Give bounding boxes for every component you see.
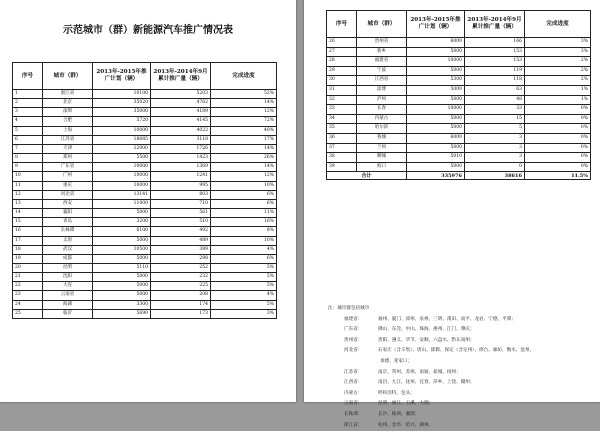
row-index: 6	[13, 135, 43, 144]
row-city: 广州	[43, 172, 93, 181]
row-city: 江西省	[357, 76, 407, 86]
row-index: 9	[13, 163, 43, 172]
table-row	[13, 108, 277, 117]
row-index: 4	[13, 117, 43, 126]
row-plan: 5000	[93, 209, 151, 218]
row-plan: 10500	[93, 245, 151, 254]
row-promoted: 710	[151, 199, 211, 208]
row-progress: 5%	[211, 282, 277, 291]
row-progress: 2%	[525, 57, 591, 67]
row-progress: 0%	[525, 124, 591, 134]
note-cities: 福州、厦门、漳州、泉州、三明、莆田、南平、龙岩、宁德、平潭；	[378, 316, 516, 322]
row-index: 15	[13, 218, 43, 227]
row-city: 临沂	[43, 309, 93, 318]
row-promoted: 153	[465, 57, 525, 67]
row-index: 7	[13, 144, 43, 153]
row-promoted: 63	[465, 85, 525, 95]
note-group-name: 云南省：	[344, 401, 363, 407]
note-group-name: 河北省：	[344, 348, 363, 354]
row-progress: 8%	[211, 227, 277, 236]
header-progress: 完成进度	[211, 63, 277, 90]
row-promoted: 48	[465, 95, 525, 105]
table-row	[13, 273, 277, 282]
note-group-name: 江苏省：	[344, 369, 363, 375]
table-row	[327, 143, 591, 153]
note-group-name: 长株潭：	[344, 411, 363, 417]
row-index: 18	[13, 245, 43, 254]
table-row	[13, 291, 277, 300]
row-plan: 5500	[93, 154, 151, 163]
row-index: 38	[327, 153, 357, 163]
table-row	[327, 66, 591, 76]
table-row	[13, 126, 277, 135]
row-plan: 5000	[407, 47, 465, 57]
row-index: 19	[13, 254, 43, 263]
note-cities: 承德、张家口；	[380, 358, 413, 364]
table-body-part2	[327, 38, 591, 172]
table-row	[13, 282, 277, 291]
header-index: 序号	[13, 63, 43, 90]
row-progress: 12%	[211, 172, 277, 181]
note-line	[328, 346, 590, 357]
note-cities: 杭州、金华、绍兴、湖州。	[378, 422, 434, 428]
header-plan: 2013年-2015年推广计划（辆）	[93, 63, 151, 90]
table-row	[13, 172, 277, 181]
row-plan: 5000	[93, 254, 151, 263]
row-promoted: 4022	[151, 126, 211, 135]
row-index: 14	[13, 209, 43, 218]
row-promoted: 3	[465, 143, 525, 153]
row-plan: 6100	[93, 227, 151, 236]
row-city: 重庆	[43, 181, 93, 190]
row-promoted: 119	[465, 66, 525, 76]
table-row	[13, 199, 277, 208]
row-plan: 5000	[93, 282, 151, 291]
note-line	[328, 315, 590, 326]
notes-list	[328, 315, 590, 431]
row-progress: 4%	[211, 245, 277, 254]
row-promoted: 5203	[151, 90, 211, 99]
row-city: 大连	[43, 282, 93, 291]
note-line	[328, 368, 590, 379]
row-promoted: 4189	[151, 108, 211, 117]
note-cities: 长沙、株洲、湘潭；	[378, 411, 420, 417]
table-row	[327, 162, 591, 172]
row-city: 北京	[43, 99, 93, 108]
note-line	[328, 421, 590, 431]
row-city: 云南省	[43, 291, 93, 300]
promotion-table-part2	[326, 10, 591, 180]
row-plan: 5000	[93, 273, 151, 282]
row-progress: 14%	[211, 99, 277, 108]
row-promoted: 389	[151, 245, 211, 254]
row-index: 34	[327, 114, 357, 124]
row-city: 成都	[43, 254, 93, 263]
row-index: 24	[13, 300, 43, 309]
row-plan: 3300	[93, 300, 151, 309]
table-row	[327, 76, 591, 86]
row-promoted: 803	[151, 190, 211, 199]
row-index: 1	[13, 90, 43, 99]
table-row	[13, 254, 277, 263]
row-promoted: 232	[151, 273, 211, 282]
row-index: 16	[13, 227, 43, 236]
notes-section	[328, 304, 590, 431]
row-city: 广东省	[43, 163, 93, 172]
row-index: 27	[327, 47, 357, 57]
note-cities: 南昌、九江、抚州、宜春、萍乡、上饶、赣州；	[378, 380, 475, 386]
row-progress: 5%	[211, 300, 277, 309]
document-page-right	[304, 0, 600, 428]
row-index: 5	[13, 126, 43, 135]
row-progress: 72%	[211, 117, 277, 126]
row-promoted: 166	[465, 38, 525, 48]
row-city: 西安	[43, 199, 93, 208]
table-row	[327, 57, 591, 67]
row-promoted: 33	[465, 105, 525, 115]
row-index: 30	[327, 76, 357, 86]
row-promoted: 561	[151, 209, 211, 218]
row-progress: 2%	[525, 66, 591, 76]
row-index: 17	[13, 236, 43, 245]
row-city: 福建省	[357, 57, 407, 67]
row-city: 昆明	[43, 263, 93, 272]
row-progress: 14%	[211, 144, 277, 153]
table-row	[327, 38, 591, 48]
row-plan: 10000	[93, 181, 151, 190]
row-progress: 10%	[211, 236, 277, 245]
row-progress: 0%	[525, 114, 591, 124]
row-progress: 5%	[211, 263, 277, 272]
table-header-row	[327, 11, 591, 38]
row-promoted: 208	[151, 291, 211, 300]
header-index: 序号	[327, 11, 357, 38]
row-progress: 10%	[211, 181, 277, 190]
note-cities: 昆明、丽江、玉溪、大理；	[378, 401, 434, 407]
row-promoted: 1423	[151, 154, 211, 163]
row-city: 襄阳	[43, 209, 93, 218]
row-progress: 17%	[211, 135, 277, 144]
row-promoted: 1369	[151, 163, 211, 172]
note-line	[328, 410, 590, 421]
row-index: 21	[13, 273, 43, 282]
row-promoted: 1241	[151, 172, 211, 181]
row-city: 浙江省	[43, 90, 93, 99]
row-progress: 52%	[211, 90, 277, 99]
row-city: 郑州	[43, 154, 93, 163]
row-plan: 5110	[93, 263, 151, 272]
row-progress: 6%	[211, 254, 277, 263]
row-plan: 10000	[407, 57, 465, 67]
row-city: 江苏省	[43, 135, 93, 144]
row-plan: 5000	[407, 143, 465, 153]
row-index: 33	[327, 105, 357, 115]
table-row	[13, 309, 277, 318]
row-promoted: 3	[465, 153, 525, 163]
row-index: 13	[13, 199, 43, 208]
row-city: 武汉	[43, 245, 93, 254]
table-row	[13, 117, 277, 126]
row-progress: 4%	[211, 291, 277, 300]
total-promoted: 38616	[465, 172, 525, 180]
row-index: 32	[327, 95, 357, 105]
row-progress: 0%	[525, 105, 591, 115]
header-promoted: 2013年-2014年9月累计推广量（辆）	[465, 11, 525, 38]
row-progress: 1%	[525, 95, 591, 105]
row-index: 2	[13, 99, 43, 108]
row-plan: 6000	[407, 133, 465, 143]
row-promoted: 1726	[151, 144, 211, 153]
table-row	[13, 209, 277, 218]
row-plan: 10100	[93, 90, 151, 99]
row-promoted: 3	[465, 133, 525, 143]
table-row	[13, 99, 277, 108]
note-cities: 石家庄（含辛集）、唐山、邯郸、保定（含定州）、邢台、廊坊、衡水、沧州、	[378, 348, 535, 354]
note-group-name: 贵州省：	[344, 337, 363, 343]
note-line	[328, 399, 590, 410]
row-progress: 0%	[525, 162, 591, 172]
row-index: 23	[13, 291, 43, 300]
note-line	[328, 389, 590, 400]
row-city: 新乡	[357, 47, 407, 57]
row-city: 天津	[43, 144, 93, 153]
row-progress: 2%	[525, 76, 591, 86]
row-promoted: 0	[465, 162, 525, 172]
row-promoted: 118	[465, 76, 525, 86]
note-group-name: 内蒙古：	[344, 390, 363, 396]
row-city: 兰州	[357, 143, 407, 153]
total-progress: 11.5%	[525, 172, 591, 180]
row-city: 海湖	[43, 300, 93, 309]
row-plan: 5000	[407, 114, 465, 124]
row-promoted: 298	[151, 254, 211, 263]
header-plan: 2013年-2015年推广计划（辆）	[407, 11, 465, 38]
row-plan: 11000	[93, 199, 151, 208]
promotion-table-part1	[12, 62, 277, 319]
row-plan: 5010	[407, 153, 465, 163]
header-progress: 完成进度	[525, 11, 591, 38]
table-header-row	[13, 63, 277, 90]
row-city: 海口	[357, 162, 407, 172]
row-index: 36	[327, 133, 357, 143]
note-line	[328, 325, 590, 336]
total-label: 合计	[327, 172, 407, 180]
row-progress: 14%	[211, 163, 277, 172]
row-progress: 0%	[525, 153, 591, 163]
table-body-part1	[13, 90, 277, 319]
row-plan: 5690	[93, 309, 151, 318]
table-row	[327, 133, 591, 143]
row-promoted: 15	[465, 114, 525, 124]
row-city: 内蒙古	[357, 114, 407, 124]
table-row	[327, 124, 591, 134]
table-row	[327, 153, 591, 163]
table-row	[13, 263, 277, 272]
row-plan: 35020	[93, 99, 151, 108]
row-progress: 40%	[211, 126, 277, 135]
note-cities: 南京、常州、苏州、南通、盐城、扬州；	[378, 369, 461, 375]
row-index: 35	[327, 124, 357, 134]
row-city: 上海	[43, 126, 93, 135]
row-progress: 0%	[525, 133, 591, 143]
row-plan: 13141	[93, 190, 151, 199]
row-index: 3	[13, 108, 43, 117]
row-promoted: 489	[151, 236, 211, 245]
table-row	[327, 47, 591, 57]
row-plan: 10000	[407, 105, 465, 115]
row-progress: 0%	[525, 143, 591, 153]
row-city: 河北省	[43, 190, 93, 199]
row-promoted: 3118	[151, 135, 211, 144]
note-line	[328, 378, 590, 389]
row-plan: 5000	[407, 66, 465, 76]
row-progress: 12%	[211, 108, 277, 117]
header-city: 城市（群）	[357, 11, 407, 38]
row-promoted: 252	[151, 263, 211, 272]
row-promoted: 225	[151, 282, 211, 291]
table-row	[13, 154, 277, 163]
row-promoted: 174	[151, 300, 211, 309]
table-row	[327, 85, 591, 95]
row-city: 青岛	[43, 218, 93, 227]
table-row	[13, 163, 277, 172]
row-index: 11	[13, 181, 43, 190]
note-line	[328, 336, 590, 347]
row-index: 31	[327, 85, 357, 95]
row-promoted: 4145	[151, 117, 211, 126]
note-group-name: 江西省：	[344, 380, 363, 386]
header-promoted: 2013年-2014年9月累计推广量（辆）	[151, 63, 211, 90]
row-index: 20	[13, 263, 43, 272]
row-city: 宁波	[357, 66, 407, 76]
row-city: 长春	[357, 105, 407, 115]
notes-heading: 注：城市群包括城市	[328, 306, 370, 311]
row-promoted: 173	[151, 309, 211, 318]
row-city: 太原	[43, 236, 93, 245]
note-cities: 贵阳、遵义、毕节、安顺、六盘水、黔东南州；	[378, 337, 475, 343]
row-promoted: 995	[151, 181, 211, 190]
row-progress: 16%	[211, 218, 277, 227]
row-plan: 5000	[93, 291, 151, 300]
table-row	[13, 90, 277, 99]
row-promoted: 4762	[151, 99, 211, 108]
row-index: 12	[13, 190, 43, 199]
row-plan: 5000	[407, 124, 465, 134]
row-plan: 3200	[93, 218, 151, 227]
row-city: 聊城	[357, 153, 407, 163]
table-row	[13, 181, 277, 190]
row-index: 39	[327, 162, 357, 172]
note-line	[328, 357, 590, 368]
table-row	[13, 236, 277, 245]
note-group-name: 福建省：	[344, 316, 363, 322]
row-city: 哈尔滨	[357, 124, 407, 134]
row-city: 鲁城	[357, 133, 407, 143]
row-city: 泸州	[357, 95, 407, 105]
row-plan: 5720	[93, 117, 151, 126]
note-group-name: 浙江省：	[344, 422, 363, 428]
row-progress: 3%	[211, 309, 277, 318]
row-progress: 3%	[525, 38, 591, 48]
table-row	[13, 218, 277, 227]
note-group-name: 广东省：	[344, 327, 363, 333]
row-progress: 5%	[211, 273, 277, 282]
row-progress: 3%	[525, 47, 591, 57]
row-index: 22	[13, 282, 43, 291]
row-plan: 10000	[93, 163, 151, 172]
row-index: 29	[327, 66, 357, 76]
row-progress: 1%	[525, 85, 591, 95]
row-city: 贵州省	[357, 38, 407, 48]
total-plan: 335976	[407, 172, 465, 180]
document-page-left	[0, 0, 296, 402]
row-index: 37	[327, 143, 357, 153]
row-city: 深圳	[43, 108, 93, 117]
row-plan: 5000	[93, 236, 151, 245]
row-promoted: 5	[465, 124, 525, 134]
note-cities: 呼和浩特、包头；	[378, 390, 415, 396]
table-row	[13, 245, 277, 254]
row-plan: 12000	[93, 144, 151, 153]
row-plan: 10000	[93, 126, 151, 135]
row-plan: 5000	[407, 95, 465, 105]
row-index: 8	[13, 154, 43, 163]
row-city: 淄博	[357, 85, 407, 95]
row-promoted: 153	[465, 47, 525, 57]
row-plan: 5000	[407, 85, 465, 95]
row-index: 28	[327, 57, 357, 67]
table-row	[327, 114, 591, 124]
row-plan: 35000	[93, 108, 151, 117]
row-plan: 6000	[407, 38, 465, 48]
row-city: 长株潭	[43, 227, 93, 236]
row-progress: 6%	[211, 199, 277, 208]
header-city: 城市（群）	[43, 63, 93, 90]
row-progress: 26%	[211, 154, 277, 163]
row-plan: 5000	[407, 162, 465, 172]
row-plan: 10000	[93, 172, 151, 181]
table-row	[327, 105, 591, 115]
row-plan: 5300	[407, 76, 465, 86]
row-city: 沈阳	[43, 273, 93, 282]
document-title: 示范城市（群）新能源汽车推广情况表	[63, 25, 233, 36]
row-index: 25	[13, 309, 43, 318]
row-progress: 11%	[211, 209, 277, 218]
row-city: 合肥	[43, 117, 93, 126]
row-promoted: 510	[151, 218, 211, 227]
note-cities: 佛山、东莞、中山、珠海、惠州、江门、肇庆；	[378, 327, 475, 333]
table-row	[13, 135, 277, 144]
row-plan: 18085	[93, 135, 151, 144]
table-row	[13, 144, 277, 153]
table-row	[13, 190, 277, 199]
row-progress: 6%	[211, 190, 277, 199]
table-row	[13, 227, 277, 236]
table-row	[13, 300, 277, 309]
row-index: 10	[13, 172, 43, 181]
table-total-row	[327, 172, 591, 180]
row-index: 26	[327, 38, 357, 48]
table-row	[327, 95, 591, 105]
row-promoted: 492	[151, 227, 211, 236]
